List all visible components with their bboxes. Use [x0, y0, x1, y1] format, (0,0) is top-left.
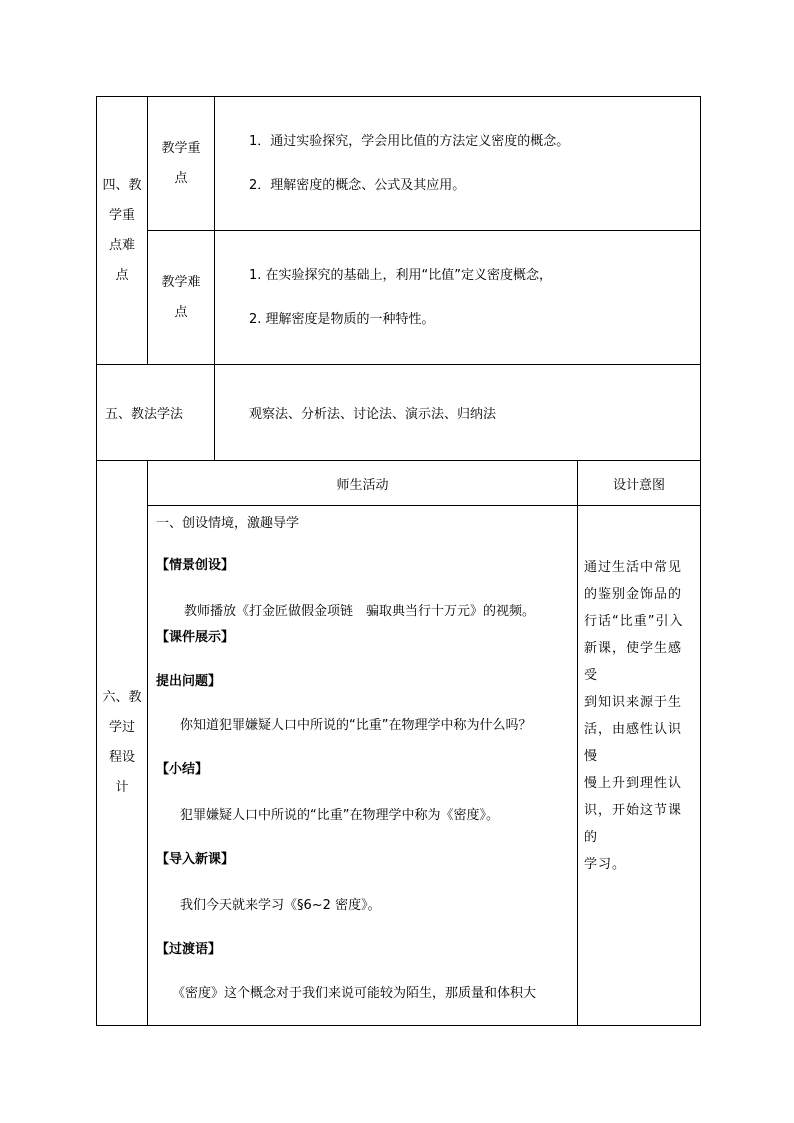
- difficulty-item: 2. 理解密度是物质的一种特性。: [249, 311, 435, 327]
- summary-label: 【小结】: [156, 762, 209, 777]
- new-lesson-text: 我们今天就来学习《§6~2 密度》。: [180, 898, 381, 913]
- intent-line: 到知识来源于生: [584, 695, 683, 710]
- scene-label: 【情景创设】: [156, 558, 235, 573]
- difficulty-row: [97, 231, 701, 365]
- intent-line: 行话“比重”引入: [584, 614, 684, 629]
- question-text: 你知道犯罪嫌疑人口中所说的“比重”在物理学中称为什么吗？: [180, 718, 532, 733]
- activity-content: [148, 506, 578, 1026]
- section6-label: 六、教 学过 程设 计: [97, 461, 148, 1026]
- new-lesson-label: 【导入新课】: [156, 852, 235, 867]
- intent-line: 新课，使学生感受: [584, 641, 683, 683]
- focus-item: 2．理解密度的概念、公式及其应用。: [249, 177, 466, 193]
- intent-line: 识，开始这节课的: [584, 803, 683, 845]
- focus-label: 教学重 点: [148, 97, 215, 231]
- focus-content: [215, 97, 701, 231]
- intent-header: 设计意图: [578, 461, 701, 506]
- section4-label: 四、教 学重 点难 点: [97, 97, 148, 365]
- intent-line: 活，由感性认识慢: [584, 722, 683, 764]
- focus-row: [97, 97, 701, 231]
- scene-text: 教师播放《打金匠做假金项链 骗取典当行十万元》的视频。: [184, 604, 536, 619]
- intent-line: 通过生活中常见: [584, 560, 683, 575]
- section5-label: 五、教法学法: [97, 365, 215, 461]
- section5-content: 观察法、分析法、讨论法、演示法、归纳法: [215, 365, 701, 461]
- methods-row: [97, 365, 701, 461]
- intent-line: 慢上升到理性认: [584, 776, 683, 791]
- activity-heading: 一、创设情境，激趣导学: [156, 516, 300, 531]
- process-header-row: [97, 461, 701, 506]
- transition-label: 【过渡语】: [156, 942, 222, 957]
- focus-item: 1．通过实验探究，学会用比值的方法定义密度的概念。: [249, 133, 570, 149]
- difficulty-label: 教学难 点: [148, 231, 215, 365]
- intent-line: 的鉴别金饰品的: [584, 587, 683, 602]
- lesson-plan-table: [96, 96, 701, 1026]
- difficulty-item: 1. 在实验探究的基础上，利用“比值”定义密度概念，: [249, 267, 553, 283]
- question-label: 提出问题】: [156, 674, 222, 689]
- intent-line: 学习。: [584, 857, 627, 872]
- activity-header: 师生活动: [148, 461, 578, 506]
- courseware-label: 【课件展示】: [156, 630, 235, 645]
- intent-content: [578, 506, 701, 1026]
- summary-text: 犯罪嫌疑人口中所说的“比重”在物理学中称为《密度》。: [180, 808, 499, 823]
- process-body-row: [97, 506, 701, 1026]
- difficulty-content: [215, 231, 701, 365]
- transition-text: 《密度》这个概念对于我们来说可能较为陌生，那质量和体积大: [172, 986, 537, 1001]
